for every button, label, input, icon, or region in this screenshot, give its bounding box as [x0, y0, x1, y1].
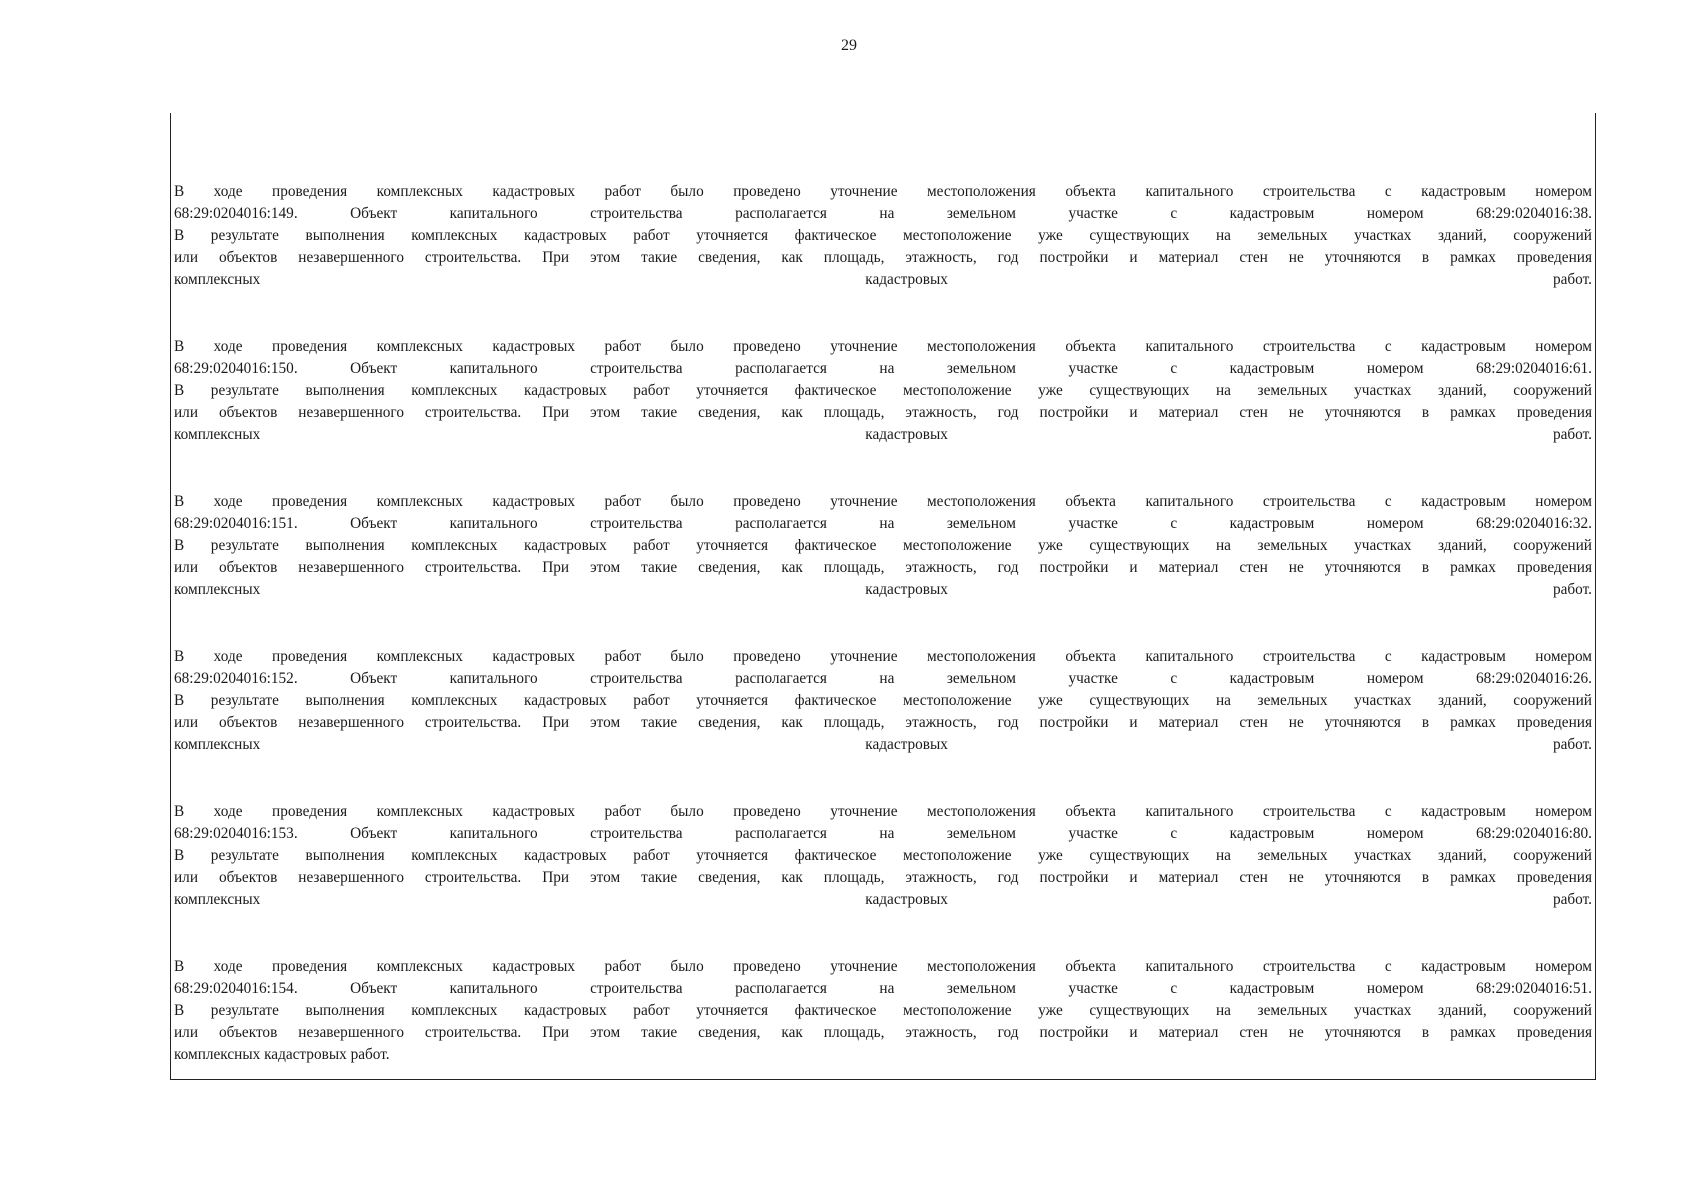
entry-line: В результате выполнения комплексных кадастровых работ уточняется фактическое местоположение уже существующих на земельных участках зданий, сооружений — [174, 692, 1592, 709]
entry-line: 68:29:0204016:150. Объект капитального строительства располагается на земельном участке с кадастровым номером 68:29:0204016:61. — [174, 360, 1592, 377]
entry-line: 68:29:0204016:151. Объект капитального строительства располагается на земельном участке с кадастровым номером 68:29:0204016:32. — [174, 515, 1592, 532]
entry-line: В ходе проведения комплексных кадастровых работ было проведено уточнение местоположения объекта капитального строительства с кадастровым номером — [174, 803, 1592, 820]
document-frame — [170, 113, 1596, 1080]
page-number: 29 — [841, 37, 857, 54]
entry-line: или объектов незавершенного строительства. При этом такие сведения, как площадь, этажность, год постройки и материал стен не уточняются в рамках проведения — [174, 404, 1592, 421]
entry-line: В ходе проведения комплексных кадастровых работ было проведено уточнение местоположения объекта капитального строительства с кадастровым номером — [174, 648, 1592, 665]
entry-paragraph — [174, 336, 1592, 446]
entry-paragraph — [174, 646, 1592, 756]
entry-line: комплексных кадастровых работ. — [174, 581, 1592, 598]
entry-line: комплексных кадастровых работ. — [174, 1046, 390, 1063]
entry-line: или объектов незавершенного строительства. При этом такие сведения, как площадь, этажность, год постройки и материал стен не уточняются в рамках проведения — [174, 249, 1592, 266]
entry-line: комплексных кадастровых работ. — [174, 426, 1592, 443]
entry-line: В ходе проведения комплексных кадастровых работ было проведено уточнение местоположения объекта капитального строительства с кадастровым номером — [174, 493, 1592, 510]
entry-paragraph — [174, 491, 1592, 601]
entries-list — [174, 181, 1592, 1111]
entry-line: В результате выполнения комплексных кадастровых работ уточняется фактическое местоположение уже существующих на земельных участках зданий, сооружений — [174, 227, 1592, 244]
entry-line: В ходе проведения комплексных кадастровых работ было проведено уточнение местоположения объекта капитального строительства с кадастровым номером — [174, 338, 1592, 355]
entry-line: комплексных кадастровых работ. — [174, 891, 1592, 908]
entry-line: 68:29:0204016:153. Объект капитального строительства располагается на земельном участке с кадастровым номером 68:29:0204016:80. — [174, 825, 1592, 842]
entry-paragraph — [174, 181, 1592, 291]
entry-line: В ходе проведения комплексных кадастровых работ было проведено уточнение местоположения объекта капитального строительства с кадастровым номером — [174, 958, 1592, 975]
entry-line: В результате выполнения комплексных кадастровых работ уточняется фактическое местоположение уже существующих на земельных участках зданий, сооружений — [174, 382, 1592, 399]
entry-line: В ходе проведения комплексных кадастровых работ было проведено уточнение местоположения объекта капитального строительства с кадастровым номером — [174, 183, 1592, 200]
entry-line: В результате выполнения комплексных кадастровых работ уточняется фактическое местоположение уже существующих на земельных участках зданий, сооружений — [174, 847, 1592, 864]
entry-line: или объектов незавершенного строительства. При этом такие сведения, как площадь, этажность, год постройки и материал стен не уточняются в рамках проведения — [174, 559, 1592, 576]
entry-line: комплексных кадастровых работ. — [174, 271, 1592, 288]
entry-line: комплексных кадастровых работ. — [174, 736, 1592, 753]
entry-line: 68:29:0204016:149. Объект капитального строительства располагается на земельном участке с кадастровым номером 68:29:0204016:38. — [174, 205, 1592, 222]
entry-line: 68:29:0204016:152. Объект капитального строительства располагается на земельном участке с кадастровым номером 68:29:0204016:26. — [174, 670, 1592, 687]
entry-line: или объектов незавершенного строительства. При этом такие сведения, как площадь, этажность, год постройки и материал стен не уточняются в рамках проведения — [174, 714, 1592, 731]
entry-line: или объектов незавершенного строительства. При этом такие сведения, как площадь, этажность, год постройки и материал стен не уточняются в рамках проведения — [174, 869, 1592, 886]
entry-line: В результате выполнения комплексных кадастровых работ уточняется фактическое местоположение уже существующих на земельных участках зданий, сооружений — [174, 1002, 1592, 1019]
entry-line: 68:29:0204016:154. Объект капитального строительства располагается на земельном участке с кадастровым номером 68:29:0204016:51. — [174, 980, 1592, 997]
entry-line: В результате выполнения комплексных кадастровых работ уточняется фактическое местоположение уже существующих на земельных участках зданий, сооружений — [174, 537, 1592, 554]
entry-line: или объектов незавершенного строительства. При этом такие сведения, как площадь, этажность, год постройки и материал стен не уточняются в рамках проведения — [174, 1024, 1592, 1041]
entry-paragraph — [174, 801, 1592, 911]
entry-paragraph — [174, 956, 1592, 1066]
